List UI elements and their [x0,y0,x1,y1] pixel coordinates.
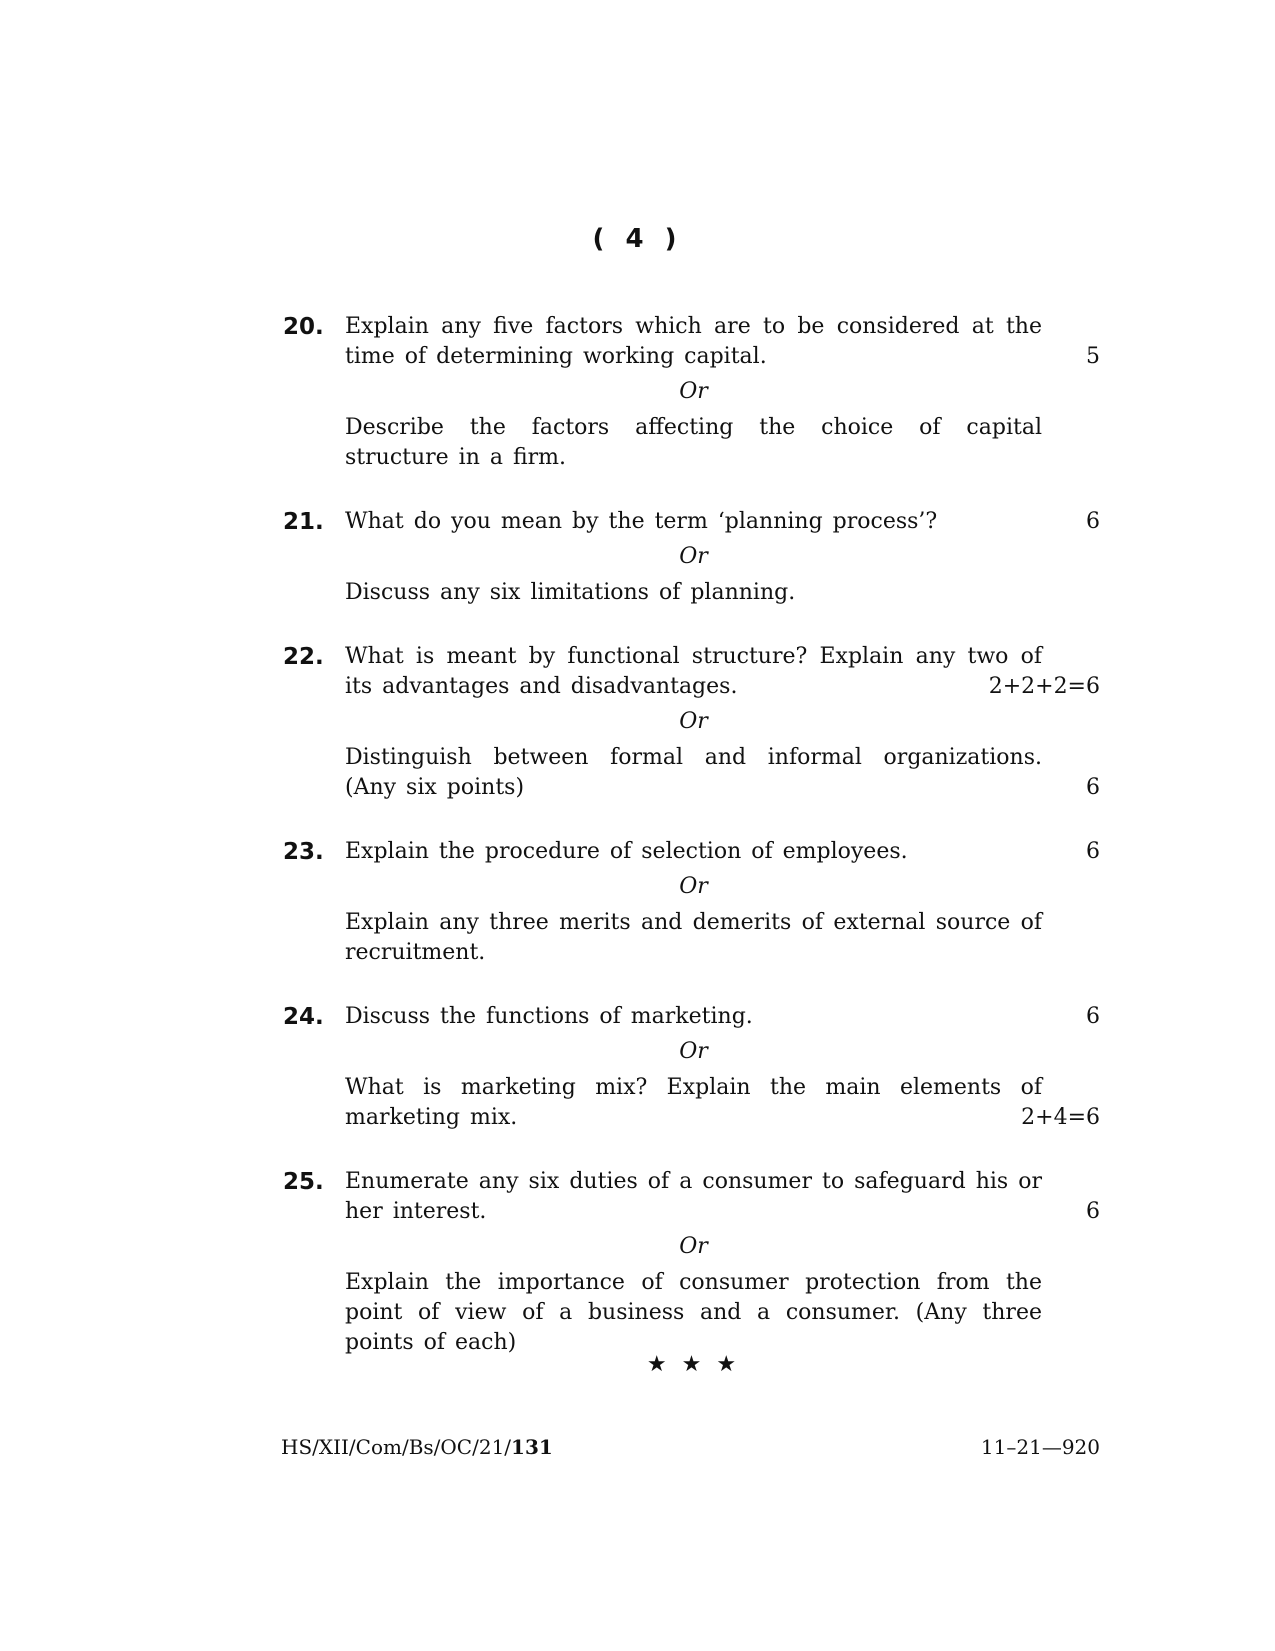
question-marks: 5 [1086,344,1100,369]
print-code: 11–21—920 [980,1435,1100,1459]
paper-code-prefix: HS/XII/Com/Bs/OC/21/ [281,1435,512,1459]
question-24 [283,1002,1103,1133]
question-alternative [345,413,1042,473]
question-marks: 2+2+2=6 [988,674,1100,699]
question-22 [283,642,1103,803]
question-main [345,1002,1100,1032]
alternative-text: Describe the factors affecting the choice of capital structure in a firm. [345,415,1042,470]
question-main [345,507,1100,537]
question-number: 21. [283,509,324,535]
or-separator: Or [679,709,708,734]
question-marks: 6 [1086,1199,1100,1224]
question-marks: 6 [1086,1004,1100,1029]
alternative-text: Explain the importance of consumer protection from the point of view of a business and a consumer. (Any three points of each) [345,1270,1042,1355]
end-marker: ★ ★ ★ [646,1352,741,1377]
question-text: What is meant by functional structure? Explain any two of its advantages and disadvantages. [345,644,1042,699]
question-marks: 6 [1086,509,1100,534]
paper-code [281,1435,553,1459]
question-text: Explain the procedure of selection of employees. [345,839,908,864]
question-number: 25. [283,1169,324,1195]
question-main [345,312,1100,372]
alternative-text: Discuss any six limitations of planning. [345,580,796,605]
question-main [345,642,1100,702]
alternative-marks: 6 [1086,775,1100,800]
question-number: 22. [283,644,324,670]
page-number: ( 4 ) [592,224,683,254]
question-text: Discuss the functions of marketing. [345,1004,753,1029]
question-21 [283,507,1103,608]
question-number: 24. [283,1004,324,1030]
question-alternative [345,1268,1042,1358]
question-alternative [345,743,1100,803]
question-text: What do you mean by the term ‘planning process’? [345,509,938,534]
alternative-marks: 2+4=6 [1021,1105,1100,1130]
or-separator: Or [679,544,708,569]
or-separator: Or [679,874,708,899]
question-number: 20. [283,314,324,340]
question-23 [283,837,1103,968]
question-number: 23. [283,839,324,865]
question-text: Enumerate any six duties of a consumer to safeguard his or her interest. [345,1169,1042,1224]
alternative-text: Distinguish between formal and informal organizations. (Any six points) [345,745,1042,800]
question-main [345,1167,1100,1227]
question-text: Explain any five factors which are to be considered at the time of determining working capital. [345,314,1042,369]
question-alternative [345,578,1042,608]
question-25 [283,1167,1103,1358]
alternative-text: Explain any three merits and demerits of external source of recruitment. [345,910,1042,965]
question-20 [283,312,1103,473]
question-main [345,837,1100,867]
question-alternative [345,1073,1100,1133]
question-list [283,312,1103,1392]
or-separator: Or [679,1234,708,1259]
paper-code-number: 131 [511,1435,553,1459]
or-separator: Or [679,1039,708,1064]
question-marks: 6 [1086,839,1100,864]
alternative-text: What is marketing mix? Explain the main elements of marketing mix. [345,1075,1042,1130]
question-alternative [345,908,1042,968]
or-separator: Or [679,379,708,404]
